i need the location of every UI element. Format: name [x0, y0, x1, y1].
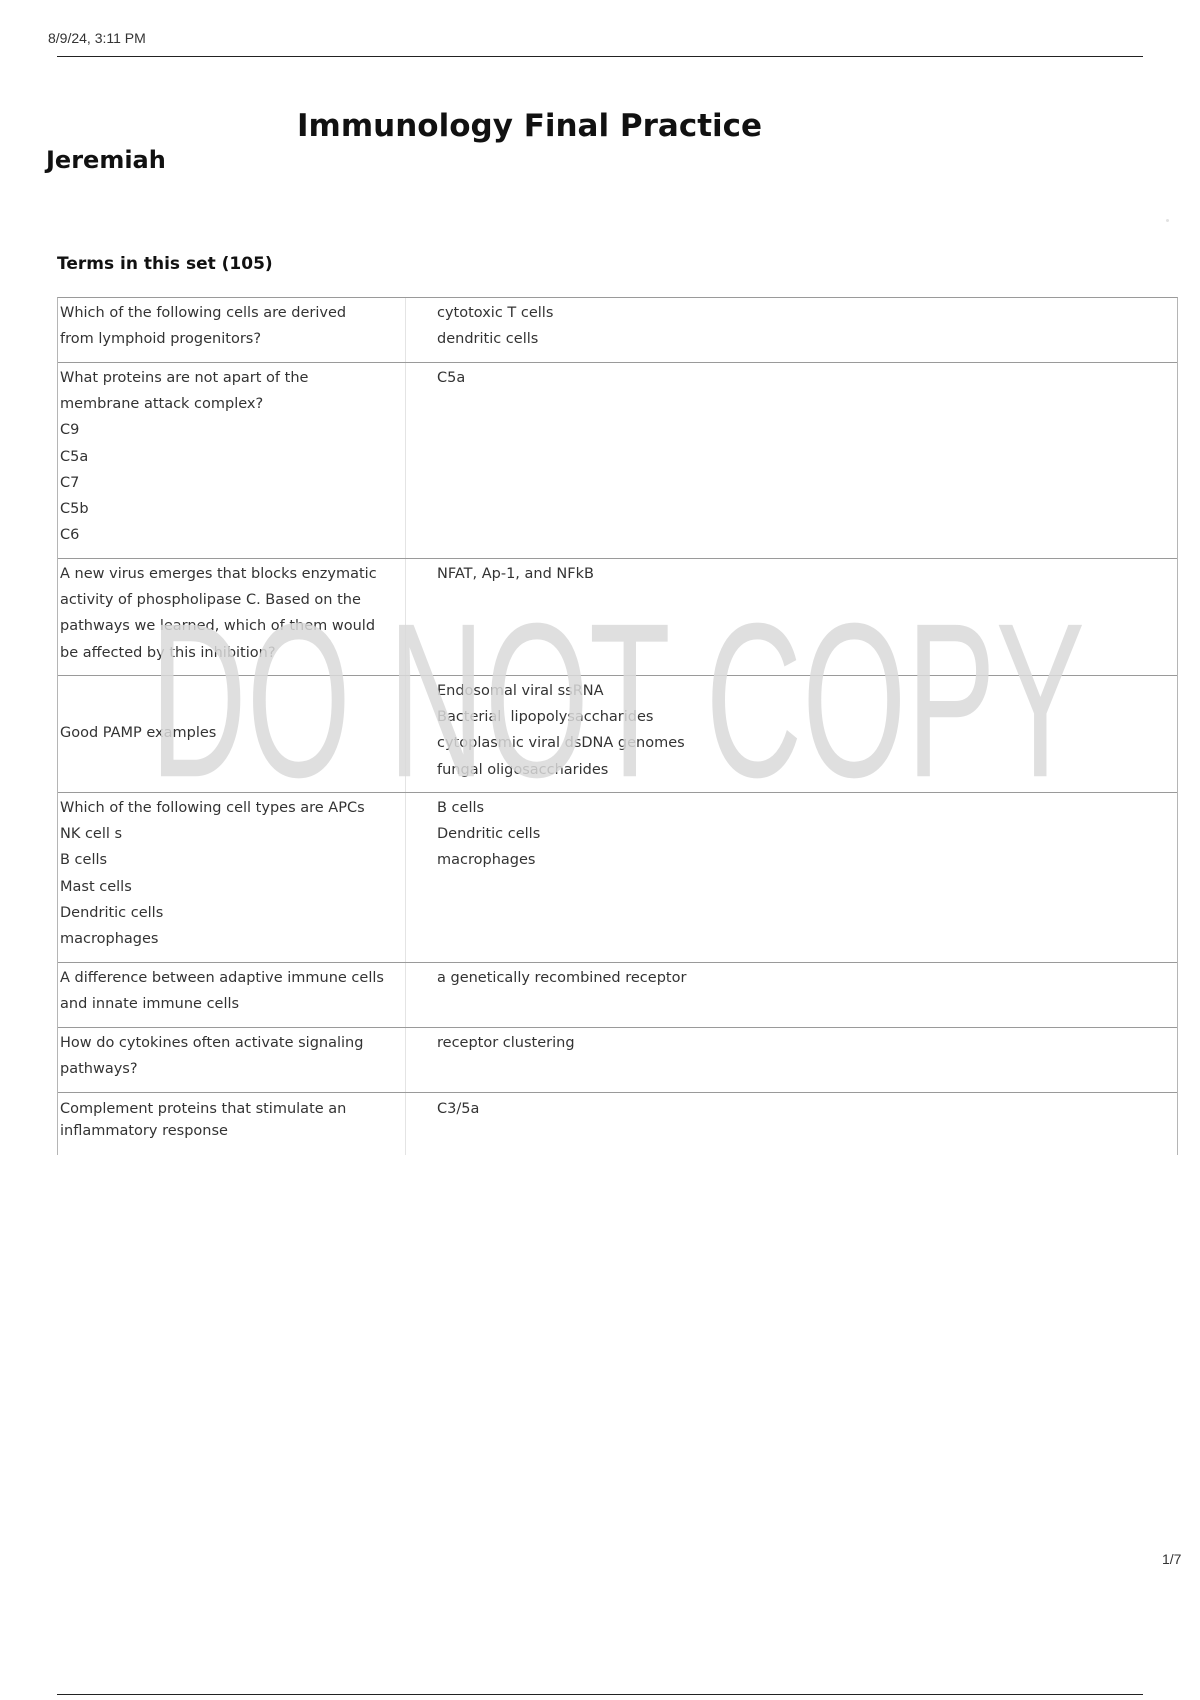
definition-line: NFAT, Ap-1, and NFkB [437, 566, 594, 582]
watermark-text: DO NOT COPY [150, 617, 1085, 824]
term-text [58, 298, 406, 362]
definition-text [406, 676, 1177, 792]
term-line: B cells [60, 852, 108, 869]
term-line: pathways we learned, which of them would [60, 618, 376, 635]
term-line: inflammatory response [60, 1123, 228, 1139]
term-line: Which of the following cell types are APCs [60, 800, 365, 816]
term-line: C9 [60, 422, 80, 439]
page-number: 1/7 [1162, 1551, 1182, 1567]
term-text [58, 676, 406, 792]
term-line: How do cytokines often activate signaling [60, 1035, 364, 1051]
definition-line: fungal oligosaccharides [437, 761, 609, 778]
definition-line: C5a [437, 370, 466, 386]
definition-line: cytoplasmic viral dsDNA genomes [437, 735, 685, 752]
term-text [58, 793, 406, 962]
term-text [58, 363, 406, 558]
definition-line: B cells [437, 800, 485, 816]
definition-text [406, 1028, 1177, 1092]
terms-table [57, 297, 1178, 1155]
definition-text [406, 793, 1177, 962]
terms-count-heading: Terms in this set (105) [57, 254, 273, 274]
term-line: NK cell s [60, 826, 123, 843]
definition-line: receptor clustering [437, 1035, 575, 1051]
term-line: C7 [60, 474, 80, 491]
term-line: C5b [60, 501, 89, 518]
term-row [58, 559, 1177, 676]
term-line: activity of phospholipase C. Based on the [60, 592, 361, 609]
term-line: Good PAMP examples [60, 724, 217, 741]
definition-line: Bacterial lipopolysaccharides [437, 709, 654, 726]
term-line: A new virus emerges that blocks enzymatic [60, 566, 377, 582]
definition-line: cytotoxic T cells [437, 305, 554, 321]
definition-text [406, 559, 1177, 675]
term-row [58, 1028, 1177, 1093]
term-row [58, 1093, 1177, 1155]
definition-line: a genetically recombined receptor [437, 970, 687, 986]
term-row [58, 963, 1177, 1028]
term-line: Which of the following cells are derived [60, 305, 347, 321]
term-line: macrophages [60, 931, 159, 948]
definition-text [406, 1093, 1177, 1155]
term-row [58, 676, 1177, 793]
definition-line: Endosomal viral ssRNA [437, 683, 604, 699]
term-line: Dendritic cells [60, 904, 164, 921]
term-line: Mast cells [60, 878, 132, 895]
term-line: be affected by this inhibition? [60, 644, 276, 661]
definition-line: C3/5a [437, 1101, 480, 1117]
term-line: C5a [60, 448, 89, 465]
page-title: Immunology Final Practice [297, 108, 763, 144]
term-text [58, 963, 406, 1027]
term-line: membrane attack complex? [60, 396, 264, 413]
footer-divider [57, 1694, 1143, 1695]
term-line: C6 [60, 527, 80, 544]
definition-line: macrophages [437, 852, 536, 869]
header-divider [57, 56, 1143, 57]
term-row [58, 363, 1177, 559]
definition-text [406, 363, 1177, 558]
print-timestamp: 8/9/24, 3:11 PM [48, 30, 146, 46]
definition-line: Dendritic cells [437, 826, 541, 843]
term-line: from lymphoid progenitors? [60, 331, 262, 348]
term-row [58, 793, 1177, 963]
author-name: Jeremiah [46, 146, 166, 174]
term-text [58, 1093, 406, 1155]
term-text [58, 559, 406, 675]
term-line: and innate immune cells [60, 996, 240, 1013]
term-line: A difference between adaptive immune cells [60, 970, 384, 986]
term-text [58, 1028, 406, 1092]
definition-text [406, 963, 1177, 1027]
decorative-dot [1166, 219, 1169, 222]
term-line: What proteins are not apart of the [60, 370, 309, 386]
term-row [58, 298, 1177, 363]
term-line: Complement proteins that stimulate an [60, 1101, 347, 1117]
definition-text [406, 298, 1177, 362]
definition-line: dendritic cells [437, 331, 539, 348]
term-line: pathways? [60, 1061, 138, 1078]
